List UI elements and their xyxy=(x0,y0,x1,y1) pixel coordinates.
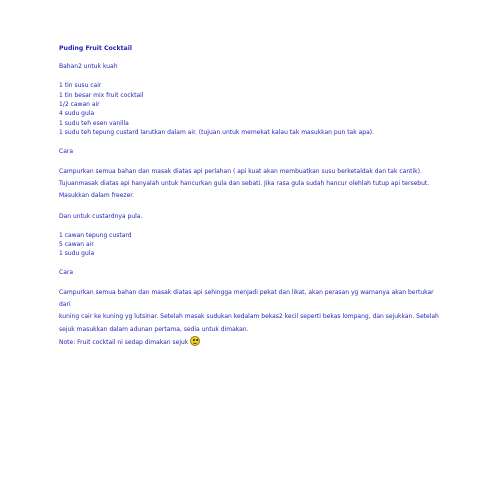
ingredient-item: 1/2 cawan air xyxy=(59,101,100,108)
ingredient-item: 1 sudu teh esen vanilla xyxy=(59,119,129,127)
method-line: kuning cair ke kuning yg lutsinar. Setelah masak sudukan kedalam bekas2 kecil seperti bekas lompang, dan sejukkan. Setelah xyxy=(59,313,439,321)
ingredient-item: 1 sudu gula xyxy=(59,250,95,258)
recipe-title: Puding Fruit Cocktail xyxy=(59,45,132,52)
ingredient-item: 1 cawan tepung custard xyxy=(59,231,132,239)
recipe-document xyxy=(59,44,439,349)
ingredient-item: 1 sudu teh tepung custard larutkan dalam air. (tujuan untuk memekat kalau tak masukkan pun tak apa). xyxy=(59,129,375,137)
kuah-ingredient-list xyxy=(59,81,439,137)
ingredient-item: 1 tin susu cair xyxy=(59,82,102,90)
ingredient-item: 4 sudu gula xyxy=(59,110,95,118)
note-text: Note: Fruit cocktail ni sedap dimakan sejuk xyxy=(59,338,189,346)
kuah-heading: Bahan2 untuk kuah xyxy=(59,63,118,71)
custard-heading: Dan untuk custardnya pula. xyxy=(59,212,143,220)
kuah-method xyxy=(59,166,439,203)
method-line: Campurkan semua bahan dan masak diatas api sehingga menjadi pekat dan likat, akan perasan yg warnanya akan bertukar dari xyxy=(59,289,434,309)
note-line xyxy=(59,336,439,349)
kuah-cara-heading: Cara xyxy=(59,148,74,156)
custard-cara-heading: Cara xyxy=(59,269,74,277)
ingredient-item: 1 tin besar mix fruit cocktail xyxy=(59,91,144,99)
method-line: Tujuanmasak diatas api hanyalah untuk hancurkan gula dan sebati. Jika rasa gula sudah hancur olehlah tutup api tersebut. xyxy=(59,180,430,188)
method-line: Campurkan semua bahan dan masak diatas api perlahan ( api kuat akan membuatkan susu berketaldak dan tak cantik). xyxy=(59,167,422,175)
custard-method xyxy=(59,287,439,349)
method-line: sejuk masukkan dalam adunan pertama, sedia untuk dimakan. xyxy=(59,325,249,333)
method-line: Masukkan dalam freezer. xyxy=(59,192,135,200)
smiley-face-icon xyxy=(190,336,200,346)
ingredient-item: 5 cawan air xyxy=(59,241,94,249)
custard-ingredient-list xyxy=(59,231,439,259)
